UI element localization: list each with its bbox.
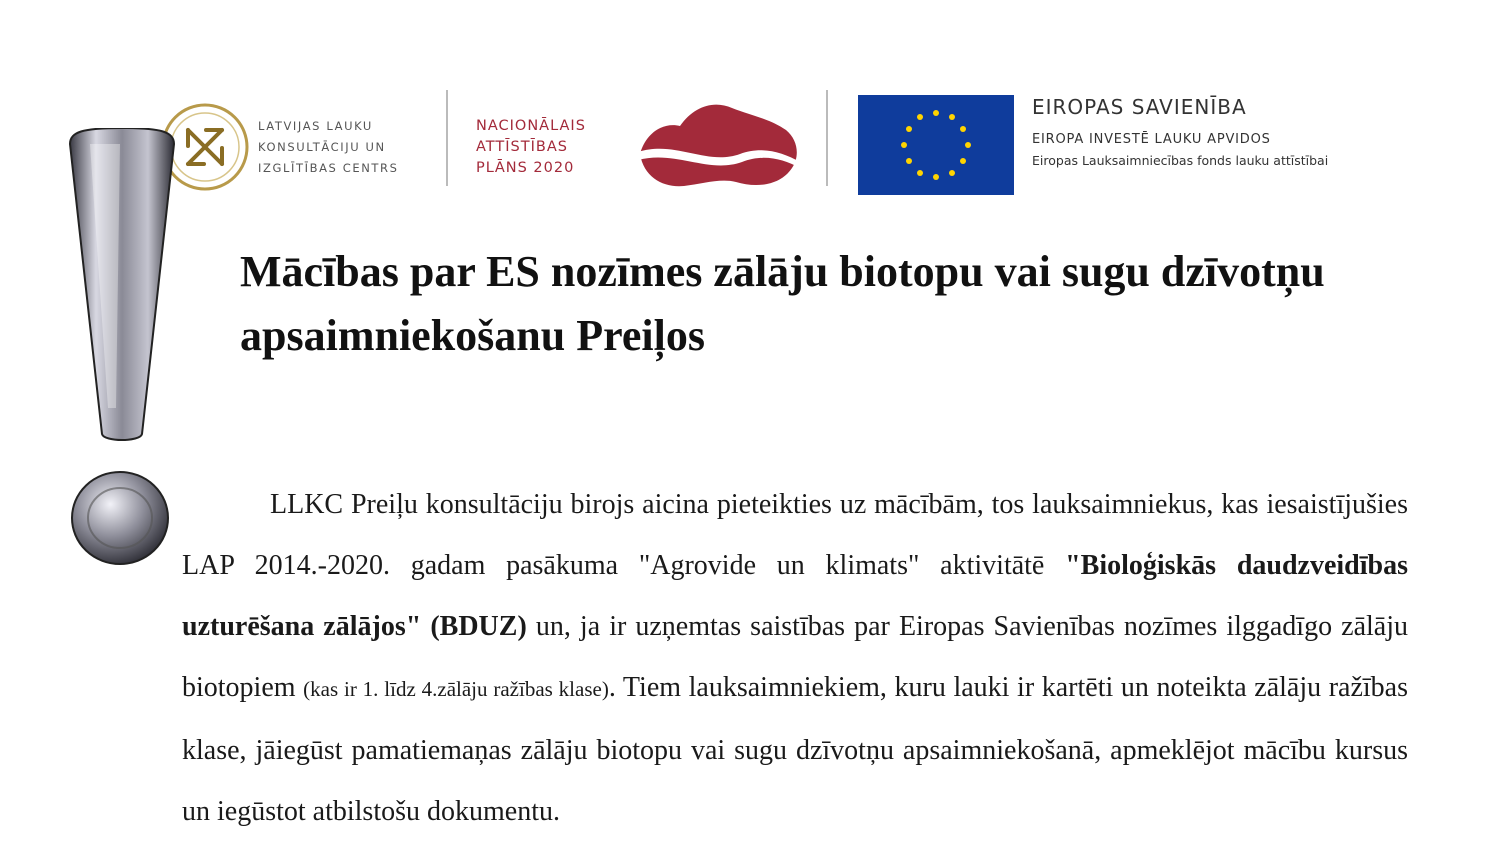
eu-title: EIROPAS SAVIENĪBA <box>1032 95 1247 119</box>
logo-divider <box>446 90 448 186</box>
latvia-map-icon <box>636 96 802 192</box>
nap-logo-text: NACIONĀLAIS ATTĪSTĪBAS PLĀNS 2020 <box>476 118 586 176</box>
llkc-logo-text: LATVIJAS LAUKU KONSULTĀCIJU UN IZGLĪTĪBAS CENTRS <box>258 119 399 175</box>
logo-bar <box>0 0 1500 210</box>
eu-fund-text: Eiropas Lauksaimniecības fonds lauku attīstībai <box>1032 153 1329 168</box>
eu-subtitle: EIROPA INVESTĒ LAUKU APVIDOS <box>1032 132 1271 147</box>
exclamation-dot-icon <box>68 468 172 568</box>
eu-flag-icon <box>858 95 1014 195</box>
logo-divider <box>826 90 828 186</box>
article-title: Mācības par ES nozīmes zālāju biotopu vai sugu dzīvotņu apsaimniekošanu Preiļos <box>240 247 1325 360</box>
exclamation-mark-icon <box>66 128 178 444</box>
article-paragraph: LLKC Preiļu konsultāciju birojs aicina pieteikties uz mācībām, tos lauksaimniekus, kas iesaistījušies LAP 2014.-2020. gadam pasākuma "Agrovide un klimats" aktivitātē "Bioloģiskās daudzveidības uzturēšana zālājos" (BDUZ) un, ja ir uzņemtas saistības par Eiropas Savienības nozīmes ilggadīgo zālāju biotopiem (kas ir 1. līdz 4.zālāju ražības klase). Tiem lauksaimniekiem, kuru lauki ir kartēti un noteikta zālāju ražības klase, jāiegūst pamatiemaņas zālāju biotopu vai sugu dzīvotņu apsaimniekošanā, apmeklējot mācību kursus un iegūstot atbilstošu dokumentu. <box>182 489 1408 827</box>
